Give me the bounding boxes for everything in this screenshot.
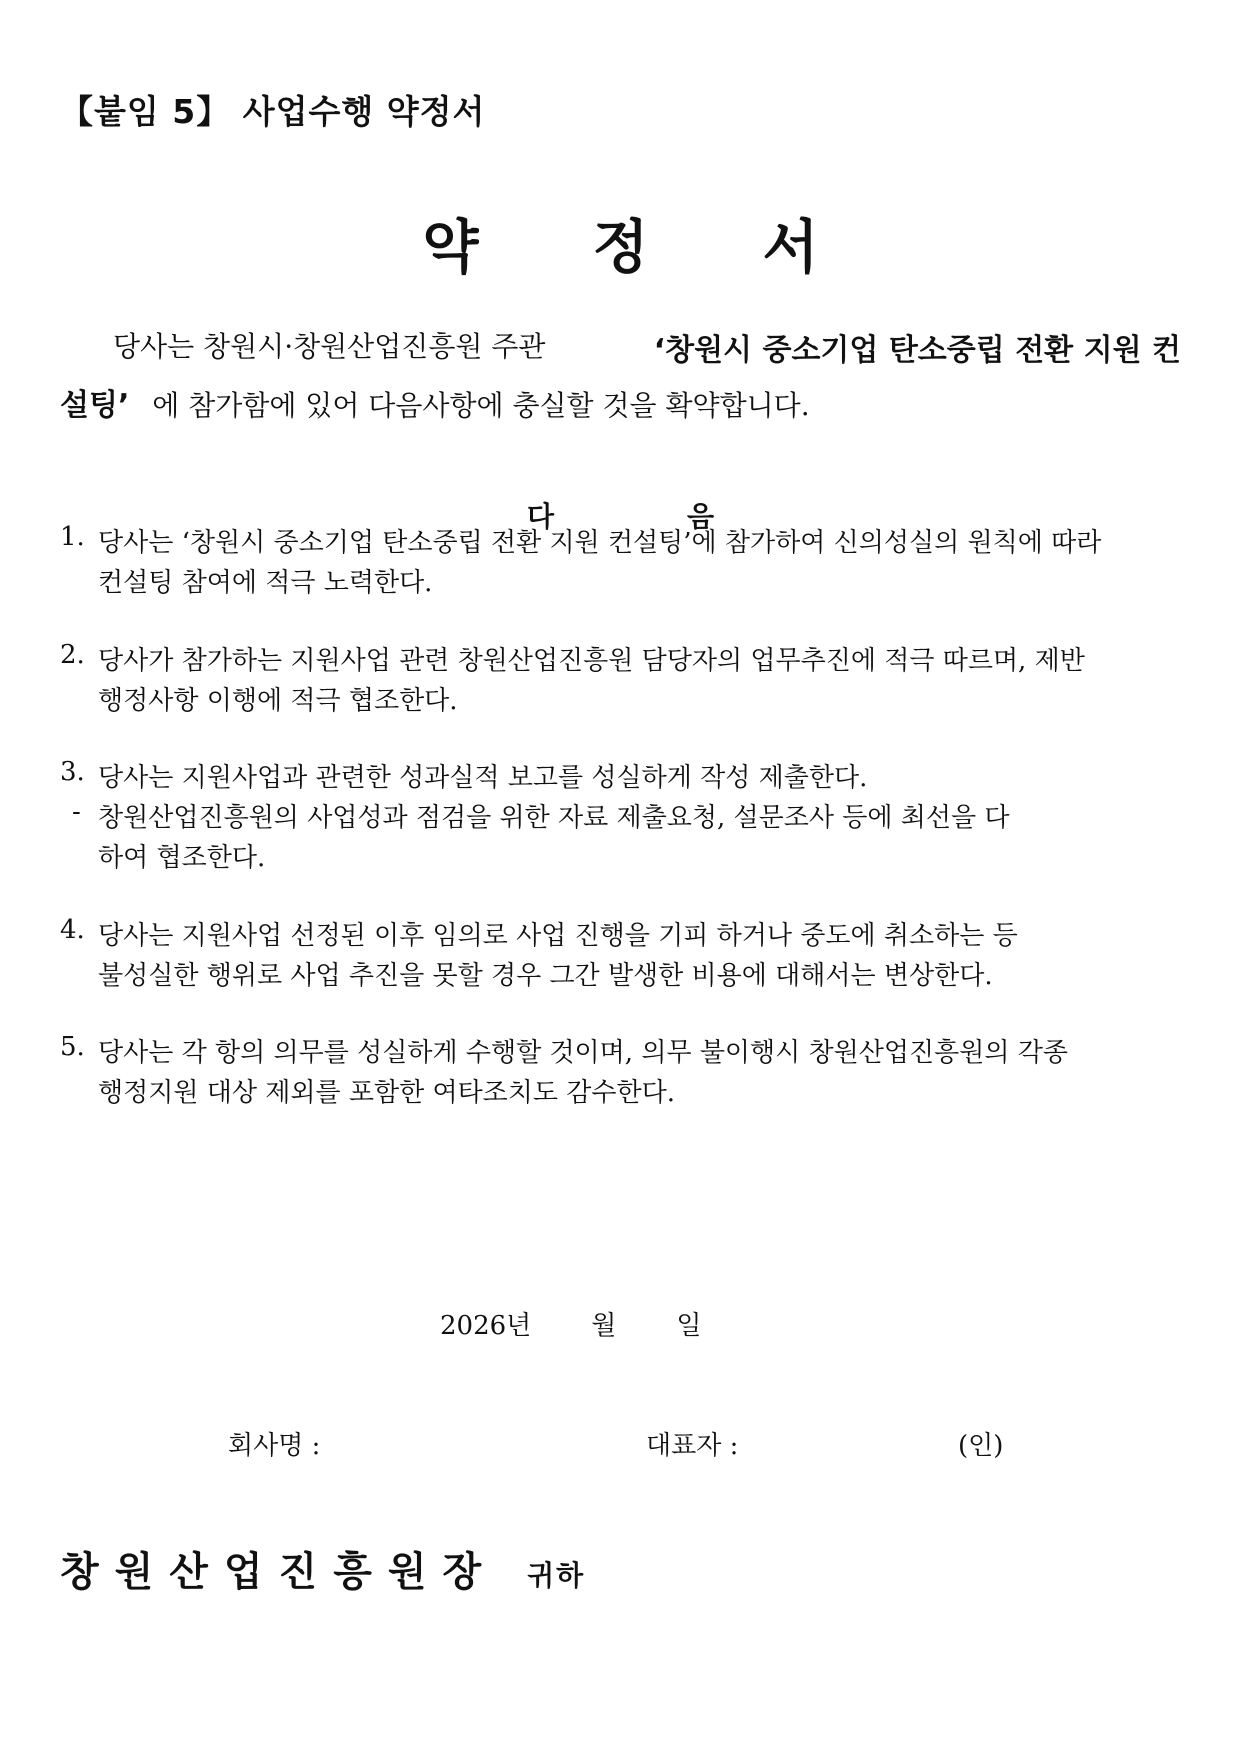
item-text: 당사는 지원사업과 관련한 성과실적 보고를 성실하게 작성 제출한다.	[98, 763, 868, 793]
item-continuation: 하여 협조한다.	[98, 843, 266, 873]
item-text: 당사가 참가하는 지원사업 관련 창원산업진흥원 담당자의 업무추진에 적극 따르며, 제반	[98, 646, 1085, 676]
item-number: 3.	[60, 757, 85, 787]
list-item-2	[60, 640, 1185, 677]
document-title-char: 정	[592, 213, 649, 281]
recipient-line	[60, 1540, 585, 1597]
subitem-dash: -	[72, 797, 81, 827]
list-item-1	[60, 522, 1185, 559]
recipient-suffix: 귀하	[527, 1559, 586, 1592]
subitem-text: 창원산업진흥원의 사업성과 점검을 위한 자료 제출요청, 설문조사 등에 최선을 다	[98, 803, 1010, 833]
date-line	[440, 1305, 702, 1342]
document-title-char: 서	[762, 213, 819, 281]
item-continuation: 컨설팅 참여에 적극 노력한다.	[98, 568, 433, 598]
date-year: 2026년	[440, 1311, 532, 1341]
seal-mark: (인)	[958, 1431, 1004, 1461]
item-number: 4.	[60, 915, 85, 945]
recipient-name: 창원산업진흥원장	[60, 1549, 498, 1595]
list-item-5	[60, 1032, 1185, 1069]
item-continuation: 불성실한 행위로 사업 추진을 못할 경우 그간 발생한 비용에 대해서는 변상한다.	[98, 961, 993, 991]
attachment-title: 【붙임 5】 사업수행 약정서	[60, 92, 486, 131]
company-name-label: 회사명 :	[228, 1431, 321, 1461]
item-text: 당사는 각 항의 의무를 성실하게 수행할 것이며, 의무 불이행시 창원산업진흥원의 각종	[98, 1038, 1068, 1068]
item-continuation: 행정지원 대상 제외를 포함한 여타조치도 감수한다.	[98, 1078, 676, 1108]
item-number: 1.	[60, 522, 85, 552]
heading-char: 음	[686, 500, 715, 533]
list-subitem	[72, 797, 1185, 834]
representative-label: 대표자 :	[646, 1431, 739, 1461]
intro-prefix: 당사는 창원시·창원산업진흥원 주관	[113, 330, 546, 363]
list-item-3	[60, 757, 1185, 794]
project-name-part2: 설팅’	[60, 388, 130, 423]
item-text: 당사는 지원사업 선정된 이후 임의로 사업 진행을 기피 하거나 중도에 취소하는 등	[98, 921, 1018, 951]
intro-line-2	[60, 380, 810, 424]
document-title	[0, 200, 1241, 284]
item-number: 2.	[60, 640, 85, 670]
project-name-part1: ‘창원시 중소기업 탄소중립 전환 지원 컨	[653, 333, 1181, 368]
intro-line-1	[113, 325, 1181, 369]
heading-char: 다	[526, 500, 555, 533]
item-text: 당사는 ‘창원시 중소기업 탄소중립 전환 지원 컨설팅’에 참가하여 신의성실의 원칙에 따라	[98, 528, 1102, 558]
intro-suffix: 에 참가함에 있어 다음사항에 충실할 것을 확약합니다.	[152, 389, 810, 422]
item-number: 5.	[60, 1032, 85, 1062]
document-title-char: 약	[422, 213, 479, 281]
item-continuation: 행정사항 이행에 적극 협조한다.	[98, 686, 458, 716]
date-month: 월	[591, 1311, 617, 1341]
list-item-4	[60, 915, 1185, 952]
date-day: 일	[676, 1311, 702, 1341]
